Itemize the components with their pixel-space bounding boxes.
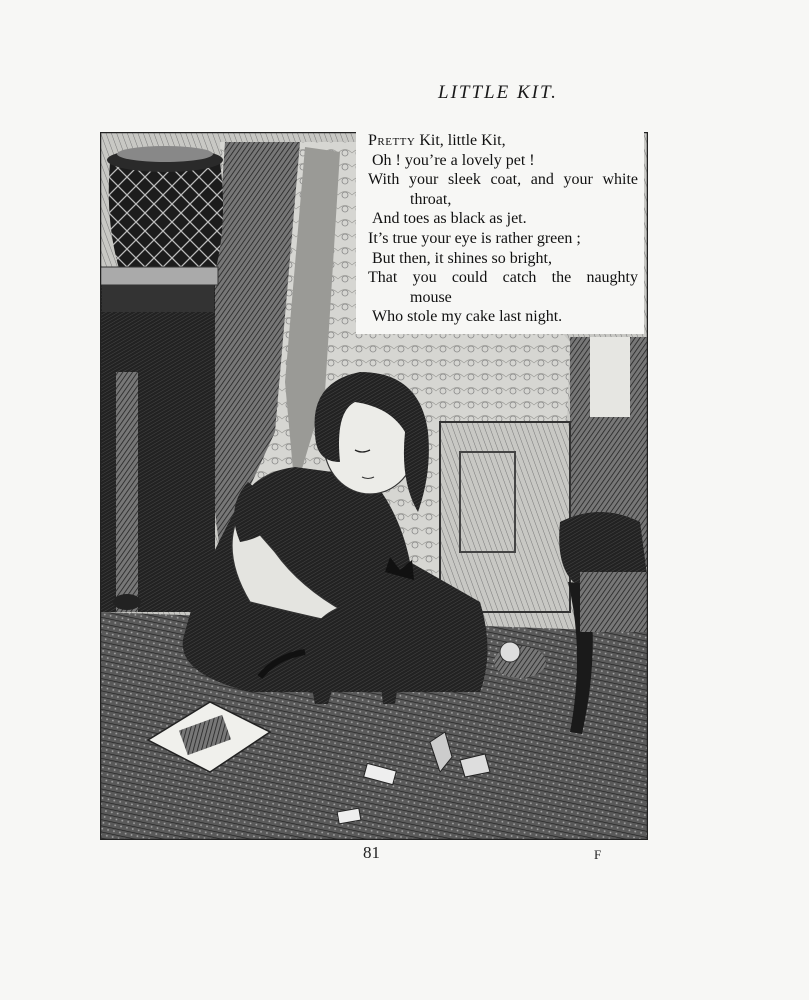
poem-line-10: Who stole my cake last night. xyxy=(372,308,563,326)
poem-line-3: With your sleek coat, and your white xyxy=(368,171,638,189)
poem-line-1-opening-word: Pretty xyxy=(368,132,416,149)
poem-line-7: But then, it shines so bright, xyxy=(372,249,552,267)
poem-text-block xyxy=(356,128,644,334)
poem-line-6: It’s true your eye is rather green ; xyxy=(368,229,581,247)
poem-line-9: mouse xyxy=(410,288,452,306)
poem-line-4: throat, xyxy=(410,190,452,208)
poem-line-2: Oh ! you’re a lovely pet ! xyxy=(372,151,535,169)
poem-line-1-rest: Kit, little Kit, xyxy=(415,132,506,149)
page-number: 81 xyxy=(363,843,380,862)
poem-line-5: And toes as black as jet. xyxy=(372,210,527,228)
page-title: LITTLE KIT. xyxy=(438,82,558,103)
signature-mark: F xyxy=(594,847,602,862)
poem-line-1 xyxy=(356,131,644,151)
poem-line-8: That you could catch the naughty xyxy=(368,269,638,287)
